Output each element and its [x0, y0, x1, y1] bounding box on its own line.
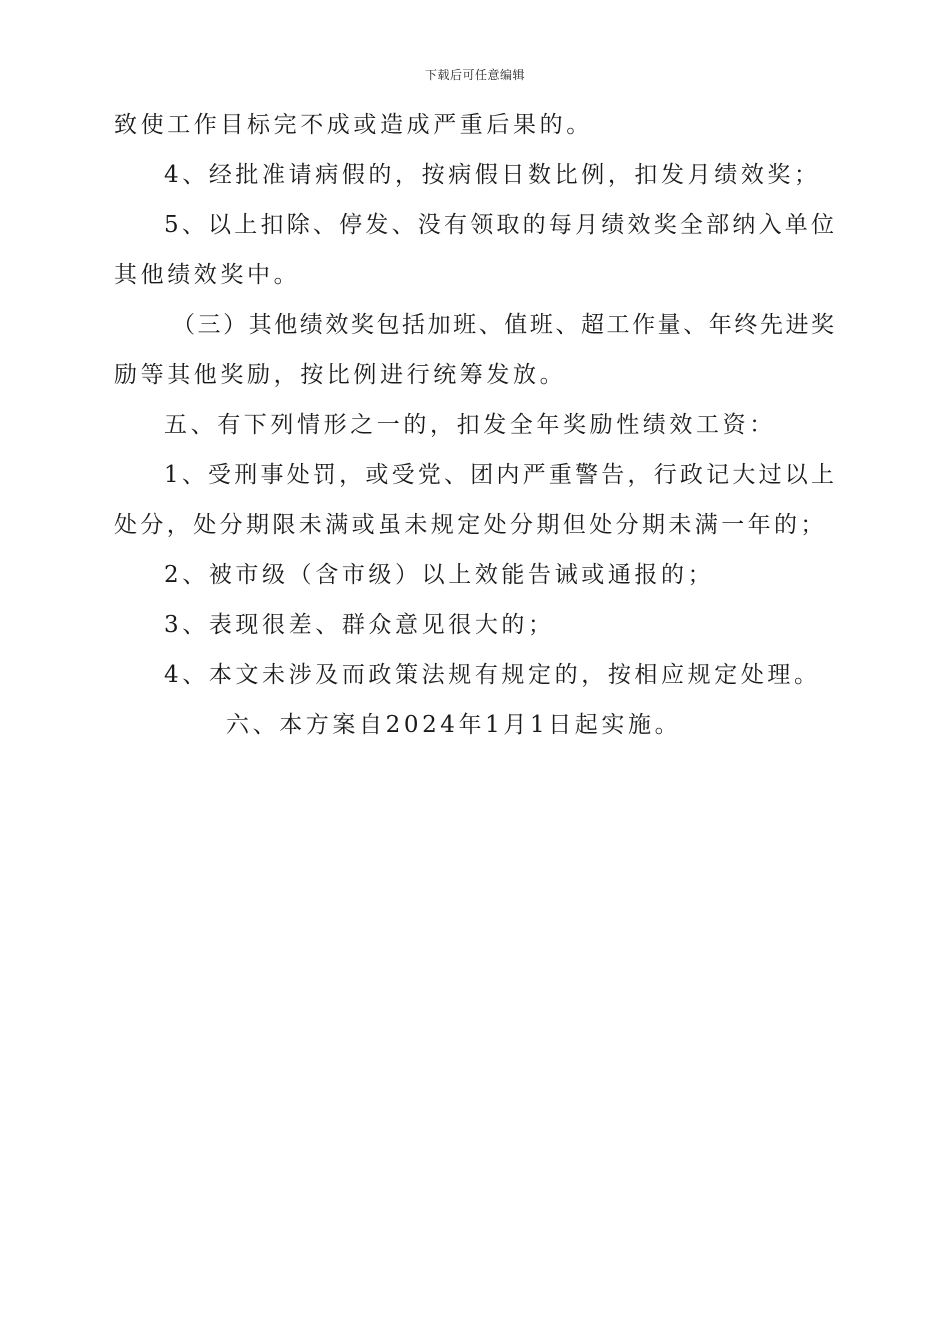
paragraph-line: 4、本文未涉及而政策法规有规定的，按相应规定处理。 [164, 662, 821, 688]
page-header: 下载后可任意编辑 [424, 68, 525, 82]
paragraph-line: 1、受刑事处罚，或受党、团内严重警告，行政记大过以上 [164, 462, 836, 488]
section-heading: 五、有下列情形之一的，扣发全年奖励性绩效工资： [164, 412, 776, 438]
paragraph-line: 4、经批准请病假的，按病假日数比例，扣发月绩效奖； [164, 162, 821, 188]
paragraph-line: 励等其他奖励，按比例进行统筹发放。 [114, 362, 567, 388]
paragraph-line: （三）其他绩效奖包括加班、值班、超工作量、年终先进奖 [172, 312, 836, 338]
document-body [114, 104, 836, 754]
paragraph-line: 处分，处分期限未满或虽未规定处分期但处分期未满一年的； [114, 512, 827, 538]
paragraph-line: 其他绩效奖中。 [114, 262, 301, 288]
paragraph-line: 5、以上扣除、停发、没有领取的每月绩效奖全部纳入单位 [164, 212, 836, 238]
paragraph-line: 2、被市级（含市级）以上效能告诫或通报的； [164, 562, 715, 588]
section-heading: 六、本方案自2024年1月1日起实施。 [226, 712, 682, 738]
paragraph-line: 3、表现很差、群众意见很大的； [164, 612, 555, 638]
paragraph-line: 致使工作目标完不成或造成严重后果的。 [114, 112, 593, 138]
